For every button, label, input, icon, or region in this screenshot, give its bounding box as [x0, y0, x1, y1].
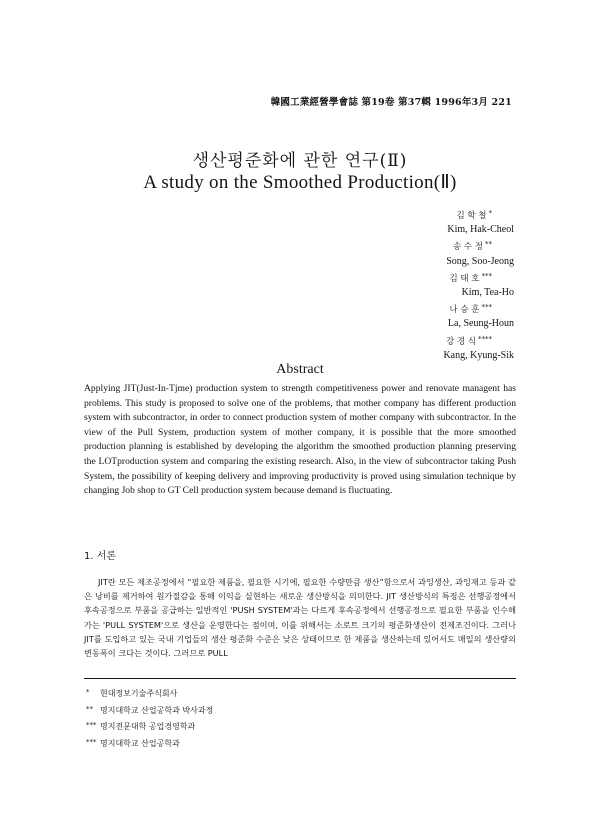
abstract-body: Applying JIT(Just-In-Tjme) production system to strength competitiveness power and renovate managent has problems. This study is proposed to solve one of the problems, that mother company has different production system with subcontractor, in order to connect production system of mother company with subcontractor. In the view of the Pull System, production system of mother company, it is possible that the more smoothed production planning is established by developing the algorithm the smoothed production planning preserving the LOTproduction system and comparing the existing research. Also, in the view of subcontractor taking Push System, the possibility of keeping delivery and improving productivity is proved using simulation technique by changing Job shop to GT Cell production system because demand is fluctuating. — [84, 383, 516, 497]
author-korean-name: 나 승 훈 *** — [449, 303, 492, 316]
footnote: ** 명지대학교 산업공학과 박사과정 — [86, 704, 214, 715]
korean-title: 생산평준화에 관한 연구(Ⅱ) — [192, 151, 408, 171]
footnote-divider — [84, 678, 516, 679]
author-korean-name: 송 수 정 ** — [452, 240, 492, 253]
section-body: JIT란 모든 제조공정에서 “필요한 제품을, 필요한 시기에, 필요한 수량만큼 생산”함으로서 과잉생산, 과잉재고 등과 같은 낭비를 제거하여 원가절감을 통해 이익을 실현하는 새로운 생산방식을 의미한다. JIT 생산방식의 특징은 선행공정에서 후속공정으로 부품을 공급하는 일반적인 'PUSH SYSTEM'과는 다르게 후속공정에서 선행공정으로 필요한 부품을 인수해 가는 'PULL SYSTEM'으로 생산을 운영한다는 점이며, 이를 위해서는 소로트 크기의 평준화생산이 전제조건이다. 그러나 JIT를 도입하고 있는 국내 기업들의 생산 평준화 수준은 낮은 상태이므로 한 제품을 생산하는데 있어서도 매일의 생산량의 변동폭이 크다는 것이다. 그러므로 PULL — [84, 577, 516, 659]
journal-header: 韓國工業經營學會誌 第19卷 第37輯 1996年3月 221 — [270, 97, 512, 108]
author-english-name: Kang, Kyung-Sik — [443, 349, 514, 361]
author-english-name: Song, Soo-Jeong — [446, 255, 514, 267]
footnote: *** 명지전문대학 공업경영학과 — [86, 721, 196, 731]
author-english-name: Kim, Hak-Cheol — [447, 224, 514, 236]
author-korean-name: 김 태 호 *** — [449, 271, 492, 284]
english-title: A study on the Smoothed Production(Ⅱ) — [143, 172, 457, 193]
author-list — [314, 206, 514, 363]
affiliation-mark: *** — [481, 303, 492, 312]
affiliation-mark: *** — [481, 271, 492, 280]
author-english-name: Kim, Tea-Ho — [461, 287, 514, 299]
author-korean-name: 김 학 철 * — [456, 209, 492, 221]
author-korean-name: 강 경 식 **** — [445, 334, 492, 347]
footnotes — [86, 685, 516, 751]
affiliation-mark: **** — [478, 334, 492, 343]
affiliation-mark: * — [488, 209, 492, 217]
section-heading: 1. 서론 — [84, 551, 117, 562]
abstract-heading: Abstract — [276, 362, 324, 377]
footnote: *** 명지대학교 산업공학과 — [86, 737, 180, 748]
author-english-name: La, Seung-Houn — [447, 318, 514, 330]
footnote: * 현대정보기술주식회사 — [86, 688, 178, 698]
affiliation-mark: ** — [485, 240, 492, 249]
